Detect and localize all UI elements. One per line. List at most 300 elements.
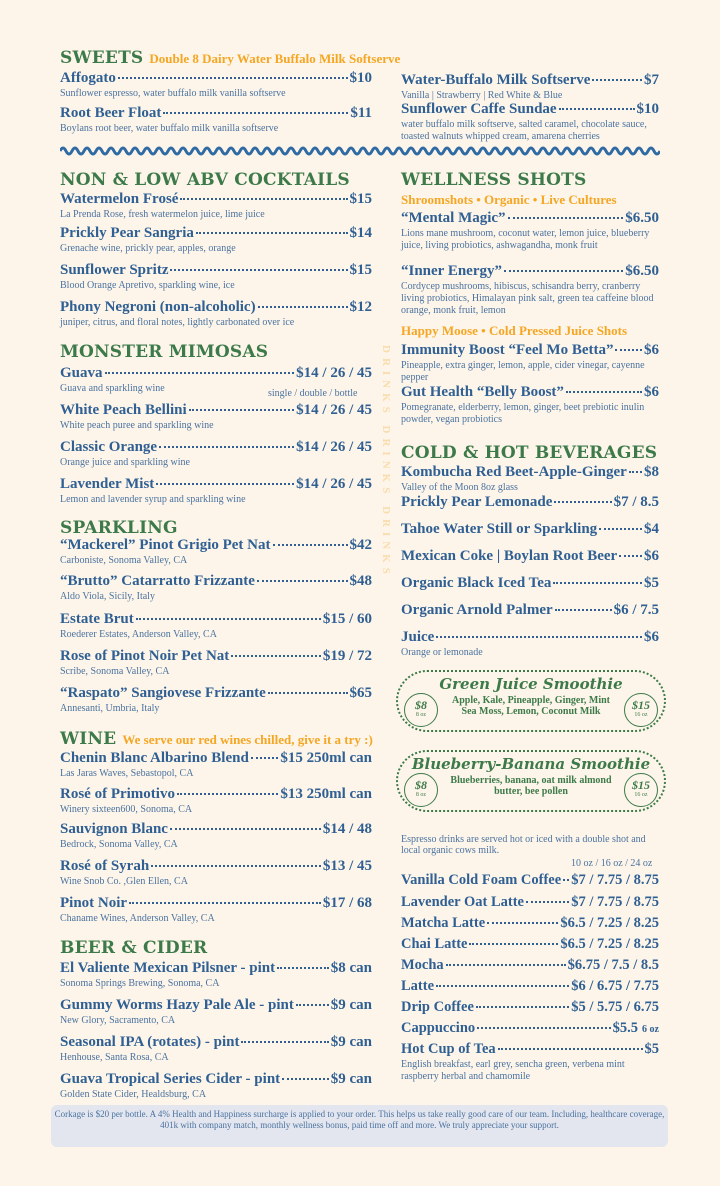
item-size-note: 6 oz	[642, 1024, 659, 1035]
item-price: $7	[644, 72, 659, 88]
section-subtitle: We serve our red wines chilled, give it a try :)	[122, 732, 373, 747]
item-row	[60, 402, 372, 419]
menu-item	[60, 1071, 372, 1101]
section-title: BEER & CIDER	[60, 938, 208, 958]
item-row	[60, 786, 372, 803]
dot-leader	[566, 391, 642, 393]
item-price: $13 250ml can	[280, 786, 372, 802]
menu-item	[401, 210, 659, 252]
item-description: English breakfast, earl grey, sencha green, verbena mint raspberry herbal and chamomile	[401, 1059, 625, 1082]
item-price: $6.75 / 7.5 / 8.5	[567, 957, 659, 973]
drinks-watermark: DRINKS DRINKS DRINKS	[380, 345, 392, 579]
item-name: Juice	[401, 629, 435, 645]
item-price: $6.5 / 7.25 / 8.25	[560, 936, 659, 952]
item-name: Organic Black Iced Tea	[401, 575, 552, 591]
section-heading-beverages	[401, 443, 657, 463]
item-price: $15	[349, 191, 372, 207]
dot-leader	[629, 471, 642, 473]
item-row	[401, 494, 659, 511]
dot-leader	[251, 757, 279, 759]
item-description: water buffalo milk softserve, salted caramel, chocolate sauce, toasted walnuts whipped cream, amarena cherries	[401, 119, 647, 142]
menu-item	[60, 105, 372, 135]
coffee-sizes: 10 oz / 16 oz / 24 oz	[571, 858, 653, 869]
menu-item	[60, 573, 372, 603]
item-name: Rosé of Syrah	[60, 858, 150, 874]
item-row	[401, 915, 659, 932]
section-subtitle: Double 8 Dairy Water Buffalo Milk Softserve	[149, 51, 401, 66]
item-row	[60, 476, 372, 493]
item-price: $10	[349, 70, 372, 86]
dot-leader	[277, 967, 329, 969]
dot-leader	[118, 77, 348, 79]
item-name: Drip Coffee	[401, 999, 474, 1015]
item-price: $48	[349, 573, 372, 589]
dot-leader	[258, 306, 348, 308]
mimosa-size-note: single / double / bottle	[268, 388, 358, 399]
menu-item	[401, 1020, 659, 1038]
dot-leader	[436, 985, 569, 987]
dot-leader	[554, 501, 611, 503]
item-row	[401, 263, 659, 280]
item-price: $5	[644, 1041, 659, 1057]
item-row	[60, 191, 372, 208]
item-price: $6	[644, 384, 659, 400]
section-heading-mimosas	[60, 342, 268, 362]
dot-leader	[177, 793, 278, 795]
item-name: Pinot Noir	[60, 895, 128, 911]
item-row	[401, 602, 659, 619]
item-name: Prickly Pear Sangria	[60, 225, 194, 241]
item-name: Rose of Pinot Noir Pet Nat	[60, 648, 230, 664]
dot-leader	[282, 1078, 329, 1080]
item-name: Phony Negroni (non-alcoholic)	[60, 299, 256, 315]
item-name: Seasonal IPA (rotates) - pint	[60, 1034, 240, 1050]
item-price: $14 / 26 / 45	[296, 365, 372, 381]
menu-item	[60, 262, 372, 292]
item-row	[60, 648, 372, 665]
item-description: Vanilla | Strawberry | Red White & Blue	[401, 90, 563, 101]
item-row	[401, 384, 659, 401]
item-description: Sunflower espresso, water buffalo milk vanilla softserve	[60, 88, 286, 99]
dot-leader	[170, 828, 321, 830]
section-title: SWEETS	[60, 48, 144, 68]
item-name: Mexican Coke | Boylan Root Beer	[401, 548, 618, 564]
item-price: $17 / 68	[322, 895, 372, 911]
menu-item	[60, 858, 372, 888]
item-row	[60, 299, 372, 316]
item-description: Sonoma Springs Brewing, Sonoma, CA	[60, 978, 220, 989]
item-name: Guava	[60, 365, 103, 381]
item-price: $6.5 / 7.25 / 8.25	[560, 915, 659, 931]
dot-leader	[189, 409, 294, 411]
smoothie-card	[396, 670, 666, 732]
item-row	[401, 72, 659, 89]
menu-item	[60, 402, 372, 432]
menu-item	[60, 685, 372, 715]
menu-item	[401, 548, 659, 565]
dot-leader	[163, 112, 348, 114]
item-row	[401, 342, 659, 359]
menu-item	[60, 365, 372, 395]
item-name: Water-Buffalo Milk Softserve	[401, 72, 591, 88]
menu-item	[60, 750, 372, 780]
item-description: Chaname Wines, Anderson Valley, CA	[60, 913, 215, 924]
section-title: COLD & HOT BEVERAGES	[401, 443, 658, 463]
item-price: $7 / 8.5	[613, 494, 659, 510]
item-price: $14 / 26 / 45	[296, 476, 372, 492]
dot-leader	[296, 1004, 329, 1006]
section-heading-wine	[60, 729, 373, 749]
item-description: La Prenda Rose, fresh watermelon juice, lime juice	[60, 209, 265, 220]
dot-leader	[498, 1048, 643, 1050]
item-price: $6 / 6.75 / 7.75	[571, 978, 659, 994]
item-row	[60, 821, 372, 838]
item-description: White peach puree and sparkling wine	[60, 420, 214, 431]
dot-leader	[273, 544, 348, 546]
item-name: “Mental Magic”	[401, 210, 506, 226]
item-description: Scribe, Sonoma Valley, CA	[60, 666, 170, 677]
item-price: $14 / 26 / 45	[296, 402, 372, 418]
section-title: NON & LOW ABV COCKTAILS	[60, 170, 350, 190]
menu-item	[401, 1041, 659, 1083]
section-heading-sweets	[60, 48, 400, 68]
dot-leader	[129, 902, 321, 904]
item-row	[401, 629, 659, 646]
item-price: $9 can	[330, 1034, 372, 1050]
item-description: Aldo Viola, Sicily, Italy	[60, 591, 155, 602]
item-row	[60, 225, 372, 242]
menu-item	[60, 960, 372, 990]
dot-leader	[599, 528, 642, 530]
menu-item	[60, 225, 372, 255]
dot-leader	[477, 1027, 611, 1029]
item-description: Guava and sparkling wine	[60, 383, 165, 394]
menu-item	[60, 611, 372, 641]
item-row	[401, 210, 659, 227]
item-row	[60, 895, 372, 912]
item-name: Vanilla Cold Foam Coffee	[401, 872, 562, 888]
item-name: Kombucha Red Beet-Apple-Ginger	[401, 464, 627, 480]
menu-item	[401, 915, 659, 932]
item-name: Watermelon Frosé	[60, 191, 179, 207]
dot-leader	[615, 349, 642, 351]
dot-leader	[559, 108, 635, 110]
item-price: $4	[644, 521, 659, 537]
item-name: “Raspato” Sangiovese Frizzante	[60, 685, 266, 701]
menu-item	[401, 494, 659, 511]
dot-leader	[526, 901, 569, 903]
section-heading-beer	[60, 938, 207, 958]
item-price: $14 / 48	[322, 821, 372, 837]
item-row	[401, 548, 659, 565]
item-name: El Valiente Mexican Pilsner - pint	[60, 960, 276, 976]
item-description: Bedrock, Sonoma Valley, CA	[60, 839, 178, 850]
dot-leader	[619, 555, 642, 557]
item-row	[401, 936, 659, 953]
menu-item	[401, 72, 659, 102]
smoothie-desc: Blueberries, banana, oat milk almond butter, bee pollen	[450, 775, 612, 797]
item-name: Chai Latte	[401, 936, 468, 952]
small-price: $8	[415, 698, 427, 712]
item-name: “Mackerel” Pinot Grigio Pet Nat	[60, 537, 271, 553]
item-name: Organic Arnold Palmer	[401, 602, 553, 618]
item-price: $10	[636, 101, 659, 117]
item-price: $8	[644, 464, 659, 480]
item-price: $15 250ml can	[280, 750, 372, 766]
item-price: $7 / 7.75 / 8.75	[571, 872, 659, 888]
menu-item	[401, 999, 659, 1016]
menu-item	[401, 521, 659, 538]
dot-leader	[446, 964, 566, 966]
item-name: White Peach Bellini	[60, 402, 187, 418]
dot-leader	[196, 232, 348, 234]
dot-leader	[156, 483, 294, 485]
section-title: WINE	[60, 729, 117, 749]
item-name: Mocha	[401, 957, 444, 973]
dot-leader	[436, 636, 642, 638]
dot-leader	[136, 618, 321, 620]
dot-leader	[105, 372, 295, 374]
menu-item	[401, 464, 659, 494]
menu-item	[401, 629, 659, 659]
dot-leader	[159, 446, 294, 448]
smoothie-desc: Apple, Kale, Pineapple, Ginger, Mint Sea Moss, Lemon, Coconut Milk	[452, 695, 610, 717]
menu-item	[60, 299, 372, 329]
footer-notice	[51, 1105, 668, 1147]
small-size: 8 oz	[415, 712, 427, 718]
menu-item	[401, 263, 659, 317]
item-price: $14 / 26 / 45	[296, 439, 372, 455]
item-name: Matcha Latte	[401, 915, 486, 931]
item-row	[60, 573, 372, 590]
dot-leader	[151, 865, 321, 867]
item-name: Rosé of Primotivo	[60, 786, 175, 802]
footer-text: Corkage is $20 per bottle. A 4% Health and Happiness surcharge is applied to your order. This helps us take really good care of our team. Including, healthcare coverage, 401k with company match, monthly wellness bonus, paid time off and more. We truly appreciate your support.	[54, 1109, 665, 1130]
section-title: MONSTER MIMOSAS	[60, 342, 269, 362]
section-title: WELLNESS SHOTS	[401, 170, 587, 190]
item-name: Hot Cup of Tea	[401, 1041, 496, 1057]
section-heading-cocktails	[60, 170, 350, 190]
item-description: New Glory, Sacramento, CA	[60, 1015, 176, 1026]
item-name: Sunflower Caffe Sundae	[401, 101, 557, 117]
menu-item	[401, 384, 659, 426]
wellness-subheading-shroomshots: Shroomshots • Organic • Live Cultures	[401, 192, 617, 207]
item-price: $7 / 7.75 / 8.75	[571, 894, 659, 910]
section-heading-sparkling	[60, 518, 178, 538]
menu-item	[60, 997, 372, 1027]
item-row	[60, 105, 372, 122]
item-name: Chenin Blanc Albarino Blend	[60, 750, 249, 766]
menu-item	[60, 537, 372, 567]
item-row	[60, 365, 372, 382]
item-row	[60, 537, 372, 554]
menu-item	[401, 936, 659, 953]
item-description: Blood Orange Apretivo, sparkling wine, ice	[60, 280, 235, 291]
item-description: Boylans root beer, water buffalo milk vanilla softserve	[60, 123, 279, 134]
menu-item	[401, 575, 659, 592]
menu-item	[401, 342, 659, 384]
menu-item	[60, 191, 372, 221]
menu-item	[401, 957, 659, 974]
item-row	[401, 575, 659, 592]
item-row	[401, 999, 659, 1016]
item-price: $6 / 7.5	[613, 602, 659, 618]
dot-leader	[553, 582, 642, 584]
section-heading-wellness	[401, 170, 586, 190]
item-price: $5.5	[612, 1020, 639, 1036]
large-size: 16 oz	[634, 792, 648, 798]
item-name: Prickly Pear Lemonade	[401, 494, 553, 510]
item-name: Guava Tropical Series Cider - pint	[60, 1071, 281, 1087]
item-price: $14	[349, 225, 372, 241]
item-name: “Inner Energy”	[401, 263, 502, 279]
item-price: $13 / 45	[322, 858, 372, 874]
item-name: Cappuccino	[401, 1020, 476, 1036]
item-row	[60, 611, 372, 628]
dot-leader	[268, 692, 348, 694]
large-price-badge	[624, 773, 658, 807]
item-name: Root Beer Float	[60, 105, 162, 121]
item-name: Lavender Oat Latte	[401, 894, 524, 910]
item-description: Henhouse, Santa Rosa, CA	[60, 1052, 169, 1063]
dot-leader	[257, 580, 348, 582]
item-name: Gummy Worms Hazy Pale Ale - pint	[60, 997, 294, 1013]
item-row	[401, 1020, 659, 1038]
item-row	[60, 960, 372, 977]
item-row	[401, 872, 659, 889]
item-description: Las Jaras Waves, Sebastopol, CA	[60, 768, 194, 779]
item-description: Orange juice and sparkling wine	[60, 457, 190, 468]
item-price: $6.50	[625, 263, 659, 279]
item-row	[60, 997, 372, 1014]
large-price-badge	[624, 693, 658, 727]
item-price: $5 / 5.75 / 6.75	[571, 999, 659, 1015]
item-description: Golden State Cider, Healdsburg, CA	[60, 1089, 207, 1100]
wellness-subheading-happy-moose: Happy Moose • Cold Pressed Juice Shots	[401, 323, 628, 338]
item-name: Gut Health “Belly Boost”	[401, 384, 564, 400]
menu-item	[60, 786, 372, 816]
item-price: $9 can	[330, 997, 372, 1013]
menu-item	[60, 439, 372, 469]
smoothie-name: Green Juice Smoothie	[439, 675, 623, 693]
menu-item	[60, 1034, 372, 1064]
item-price: $12	[349, 299, 372, 315]
item-price: $42	[349, 537, 372, 553]
item-price: $6	[644, 548, 659, 564]
smoothie-card	[396, 750, 666, 812]
dot-leader	[563, 879, 569, 881]
dot-leader	[231, 655, 321, 657]
dot-leader	[555, 609, 612, 611]
item-row	[60, 858, 372, 875]
item-description: Valley of the Moon 8oz glass	[401, 482, 518, 493]
small-price-badge	[404, 693, 438, 727]
section-title: SPARKLING	[60, 518, 178, 538]
item-description: juniper, citrus, and floral notes, lightly carbonated over ice	[60, 317, 295, 328]
item-price: $8 can	[330, 960, 372, 976]
menu-item	[401, 894, 659, 911]
item-price: $65	[349, 685, 372, 701]
menu-item	[401, 978, 659, 995]
item-name: Latte	[401, 978, 435, 994]
item-price: $6	[644, 342, 659, 358]
item-row	[60, 439, 372, 456]
menu-item	[60, 895, 372, 925]
item-row	[401, 957, 659, 974]
small-price: $8	[415, 778, 427, 792]
item-description: Orange or lemonade	[401, 647, 483, 658]
dot-leader	[241, 1041, 328, 1043]
dot-leader	[476, 1006, 569, 1008]
item-description: Annesanti, Umbria, Italy	[60, 703, 160, 714]
item-description: Pomegranate, elderberry, lemon, ginger, beet prebiotic inulin powder, vegan probiotics	[401, 402, 645, 425]
item-description: Cordycep mushrooms, hibiscus, schisandra berry, cranberry living probiotics, Himalayan pink salt, green tea caffeine blood orange, monk fruit, lemon	[401, 281, 654, 316]
item-row	[401, 1041, 659, 1058]
item-row	[60, 1071, 372, 1088]
item-row	[60, 685, 372, 702]
item-row	[401, 978, 659, 995]
menu-item	[60, 821, 372, 851]
item-name: “Brutto” Catarratto Frizzante	[60, 573, 255, 589]
item-price: $11	[350, 105, 372, 121]
menu-item	[401, 872, 659, 889]
item-row	[401, 894, 659, 911]
item-row	[60, 70, 372, 87]
smoothie-name: Blueberry-Banana Smoothie	[411, 755, 651, 773]
item-name: Sauvignon Blanc	[60, 821, 168, 837]
small-size: 8 oz	[415, 792, 427, 798]
item-name: Sunflower Spritz	[60, 262, 169, 278]
item-name: Affogato	[60, 70, 116, 86]
item-price: $15	[349, 262, 372, 278]
item-name: Classic Orange	[60, 439, 158, 455]
item-row	[60, 262, 372, 279]
item-name: Tahoe Water Still or Sparkling	[401, 521, 598, 537]
dot-leader	[180, 198, 347, 200]
small-price-badge	[404, 773, 438, 807]
item-price: $5	[644, 575, 659, 591]
item-description: Lemon and lavender syrup and sparkling wine	[60, 494, 246, 505]
item-description: Grenache wine, prickly pear, apples, orange	[60, 243, 236, 254]
dot-leader	[170, 269, 347, 271]
menu-item	[401, 602, 659, 619]
menu-item	[60, 476, 372, 506]
item-description: Pineapple, extra ginger, lemon, apple, cider vinegar, cayenne pepper	[401, 360, 645, 383]
menu-item	[401, 101, 659, 143]
item-description: Winery sixteen600, Sonoma, CA	[60, 804, 193, 815]
item-name: Lavender Mist	[60, 476, 155, 492]
item-name: Estate Brut	[60, 611, 134, 627]
item-description: Carboniste, Sonoma Valley, CA	[60, 555, 188, 566]
dot-leader	[487, 922, 558, 924]
item-price: $15 / 60	[322, 611, 372, 627]
item-price: $6.50	[625, 210, 659, 226]
item-row	[401, 521, 659, 538]
item-price: $9 can	[330, 1071, 372, 1087]
espresso-note: Espresso drinks are served hot or iced with a double shot and local organic cows milk.	[401, 834, 646, 856]
item-price: $19 / 72	[322, 648, 372, 664]
item-row	[60, 750, 372, 767]
item-row	[401, 464, 659, 481]
large-price: $15	[632, 698, 650, 712]
large-price: $15	[632, 778, 650, 792]
large-size: 16 oz	[634, 712, 648, 718]
item-description: Roederer Estates, Anderson Valley, CA	[60, 629, 217, 640]
item-description: Wine Snob Co. ,Glen Ellen, CA	[60, 876, 188, 887]
item-row	[401, 101, 659, 118]
item-row	[60, 1034, 372, 1051]
dot-leader	[508, 217, 624, 219]
